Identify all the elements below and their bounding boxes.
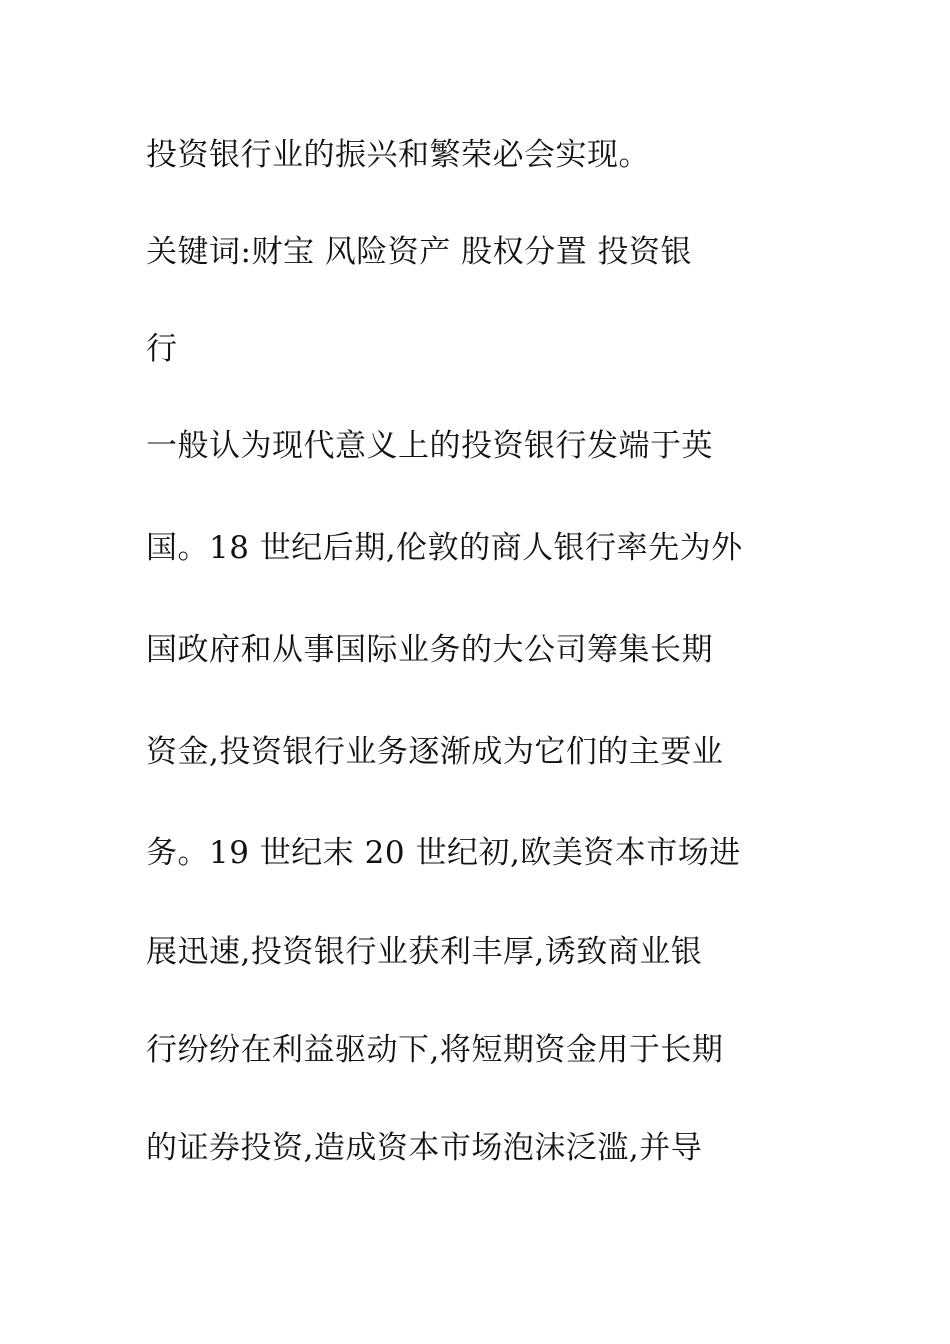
paragraph-line-4: 资金,投资银行业务逐渐成为它们的主要业: [146, 734, 724, 770]
paragraph-line-2: 国。18 世纪后期,伦敦的商人银行率先为外: [146, 530, 743, 566]
text-line-1: 投资银行业的振兴和繁荣必会实现。: [146, 137, 650, 173]
keywords-line-continued: 行: [146, 331, 178, 367]
paragraph-line-1: 一般认为现代意义上的投资银行发端于英: [146, 428, 713, 464]
paragraph-line-3: 国政府和从事国际业务的大公司筹集长期: [146, 632, 713, 668]
paragraph-line-7: 行纷纷在利益驱动下,将短期资金用于长期: [146, 1032, 724, 1068]
paragraph-line-6: 展迅速,投资银行业获利丰厚,诱致商业银: [146, 934, 703, 970]
paragraph-line-8: 的证券投资,造成资本市场泡沫泛滥,并导: [146, 1130, 703, 1166]
paragraph-line-5: 务。19 世纪末 20 世纪初,欧美资本市场进: [146, 835, 741, 871]
keywords-line: 关键词:财宝 风险资产 股权分置 投资银: [146, 234, 693, 270]
